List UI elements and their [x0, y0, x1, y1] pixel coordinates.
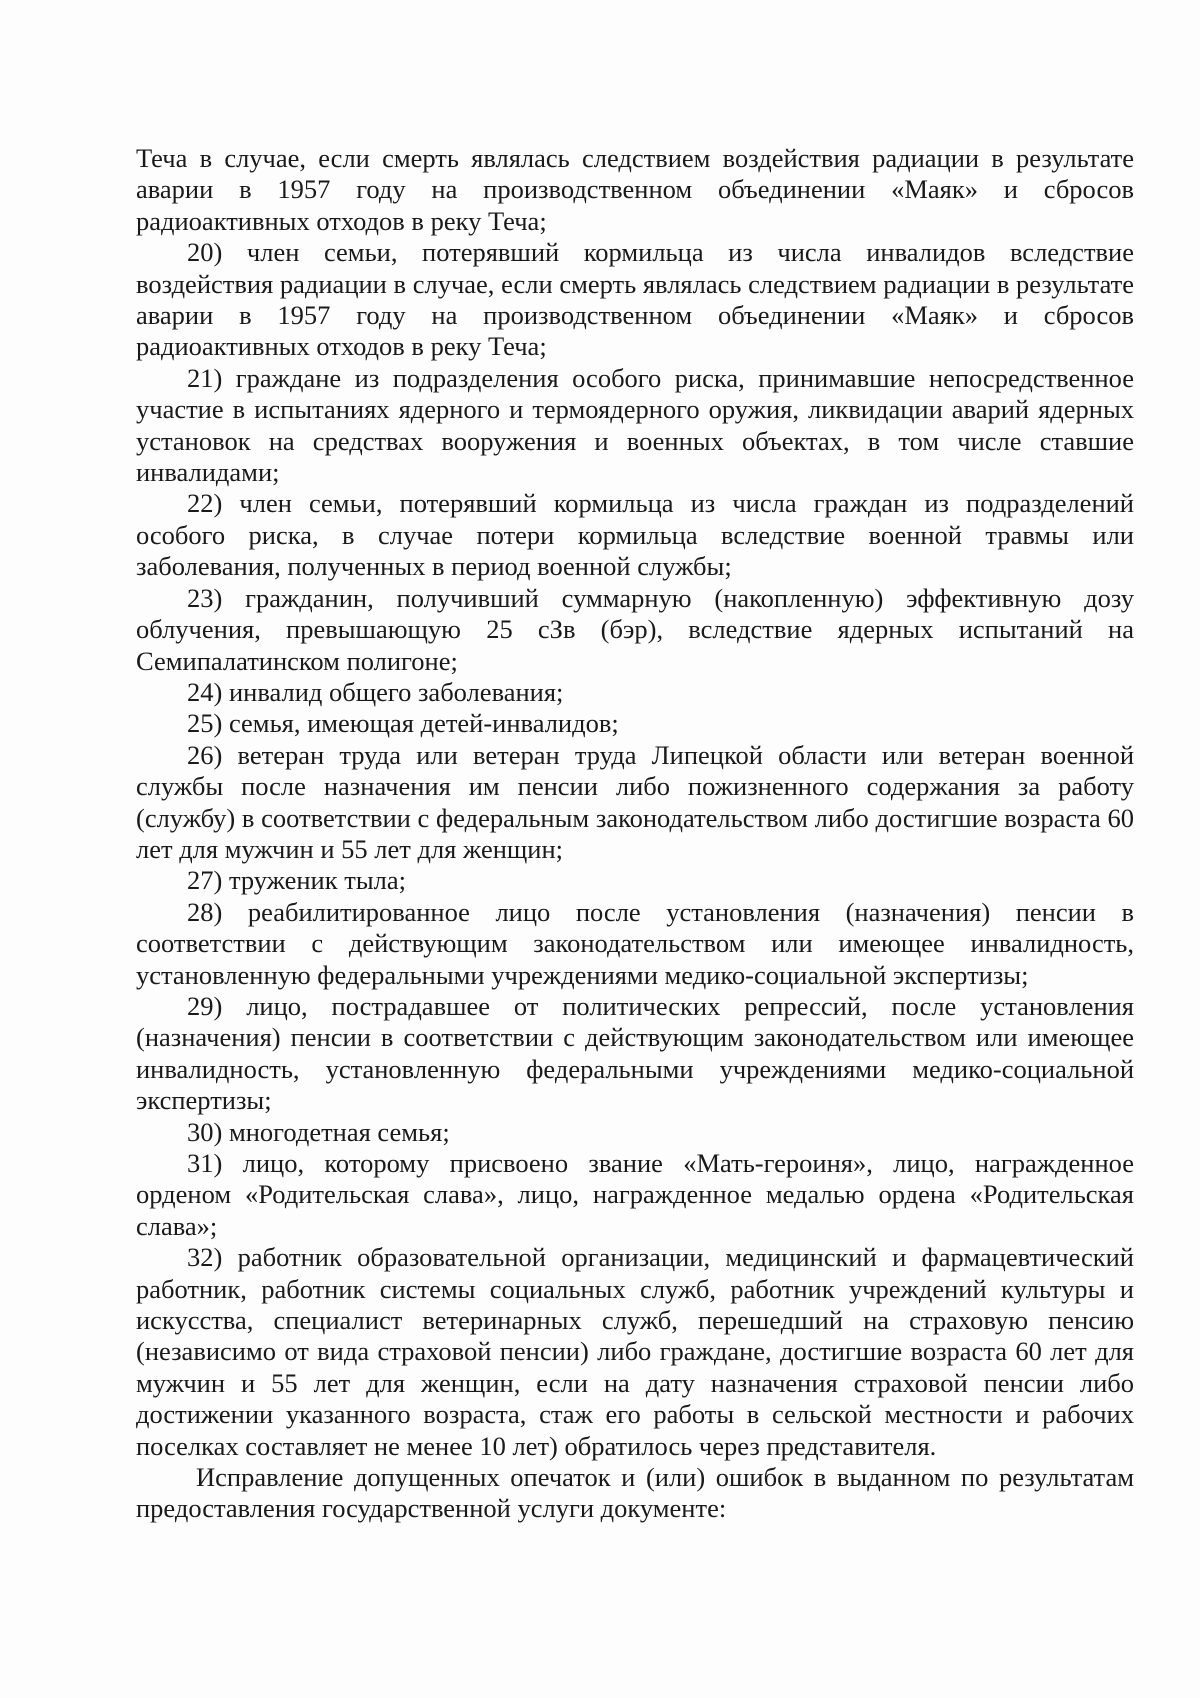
list-item-24: 24) инвалид общего заболевания; [187, 676, 564, 707]
list-item-22: 22) член семьи, потерявший кормильца из числа граждан из подразделений особого риска, в случае потери кормильца вследствие военной травмы или заболевания, полученных в период военной службы; [136, 488, 1134, 582]
list-item-21: 21) граждане из подразделения особого риска, принимавшие непосредственное участие в испытаниях ядерного и термоядерного оружия, ликвидации аварий ядерных установок на средствах вооружения и военных объектах, в том числе ставшие инвалидами; [136, 362, 1134, 488]
list-item-27: 27) труженик тыла; [187, 865, 406, 896]
list-item-20: 20) член семьи, потерявший кормильца из числа инвалидов вследствие воздействия радиации в случае, если смерть являлась следствием радиации в результате аварии в 1957 году на производственном объединении «Маяк» и сбросов радиоактивных отходов в реку Теча; [136, 237, 1134, 362]
list-item-23: 23) гражданин, получивший суммарную (накопленную) эффективную дозу облучения, превышающую 25 сЗв (бэр), вследствие ядерных испытаний на Семипалатинском полигоне; [136, 582, 1134, 676]
list-item-28: 28) реабилитированное лицо после установления (назначения) пенсии в соответствии с действующим законодательством или имеющее инвалидность, установленную федеральными учреждениями медико-социальной экспертизы; [136, 896, 1134, 990]
paragraph-correction: Исправление допущенных опечаток и (или) ошибок в выданном по результатам предоставления государственной услуги документе: [136, 1462, 1134, 1524]
document-body [136, 143, 1134, 1525]
list-item-25: 25) семья, имеющая детей-инвалидов; [187, 708, 619, 739]
list-item-31: 31) лицо, которому присвоено звание «Мать-героиня», лицо, награжденное орденом «Родительская слава», лицо, награжденное медалью ордена «Родительская слава»; [136, 1148, 1134, 1241]
list-item-26: 26) ветеран труда или ветеран труда Липецкой области или ветеран военной службы после назначения им пенсии либо пожизненного содержания за работу (службу) в соответствии с федеральным законодательством либо достигшие возраста 60 лет для мужчин и 55 лет для женщин; [136, 739, 1134, 864]
list-item-30: 30) многодетная семья; [187, 1116, 450, 1147]
list-item-29: 29) лицо, пострадавшее от политических репрессий, после установления (назначения) пенсии в соответствии с действующим законодательством или имеющее инвалидность, установленную федеральными учреждениями медико-социальной экспертизы; [136, 990, 1134, 1116]
list-item-32: 32) работник образовательной организации, медицинский и фармацевтический работник, работник системы социальных служб, работник учреждений культуры и искусства, специалист ветеринарных служб, перешедший на страховую пенсию (независимо от вида страховой пенсии) либо граждане, достигшие возраста 60 лет для мужчин и 55 лет для женщин, если на дату назначения страховой пенсии либо достижении указанного возраста, стаж его работы в сельской местности и рабочих поселках составляет не менее 10 лет) обратилось через представителя. [136, 1242, 1134, 1461]
paragraph-continuation: Теча в случае, если смерть являлась следствием воздействия радиации в результате аварии в 1957 году на производственном объединении «Маяк» и сбросов радиоактивных отходов в реку Теча; [136, 143, 1134, 236]
